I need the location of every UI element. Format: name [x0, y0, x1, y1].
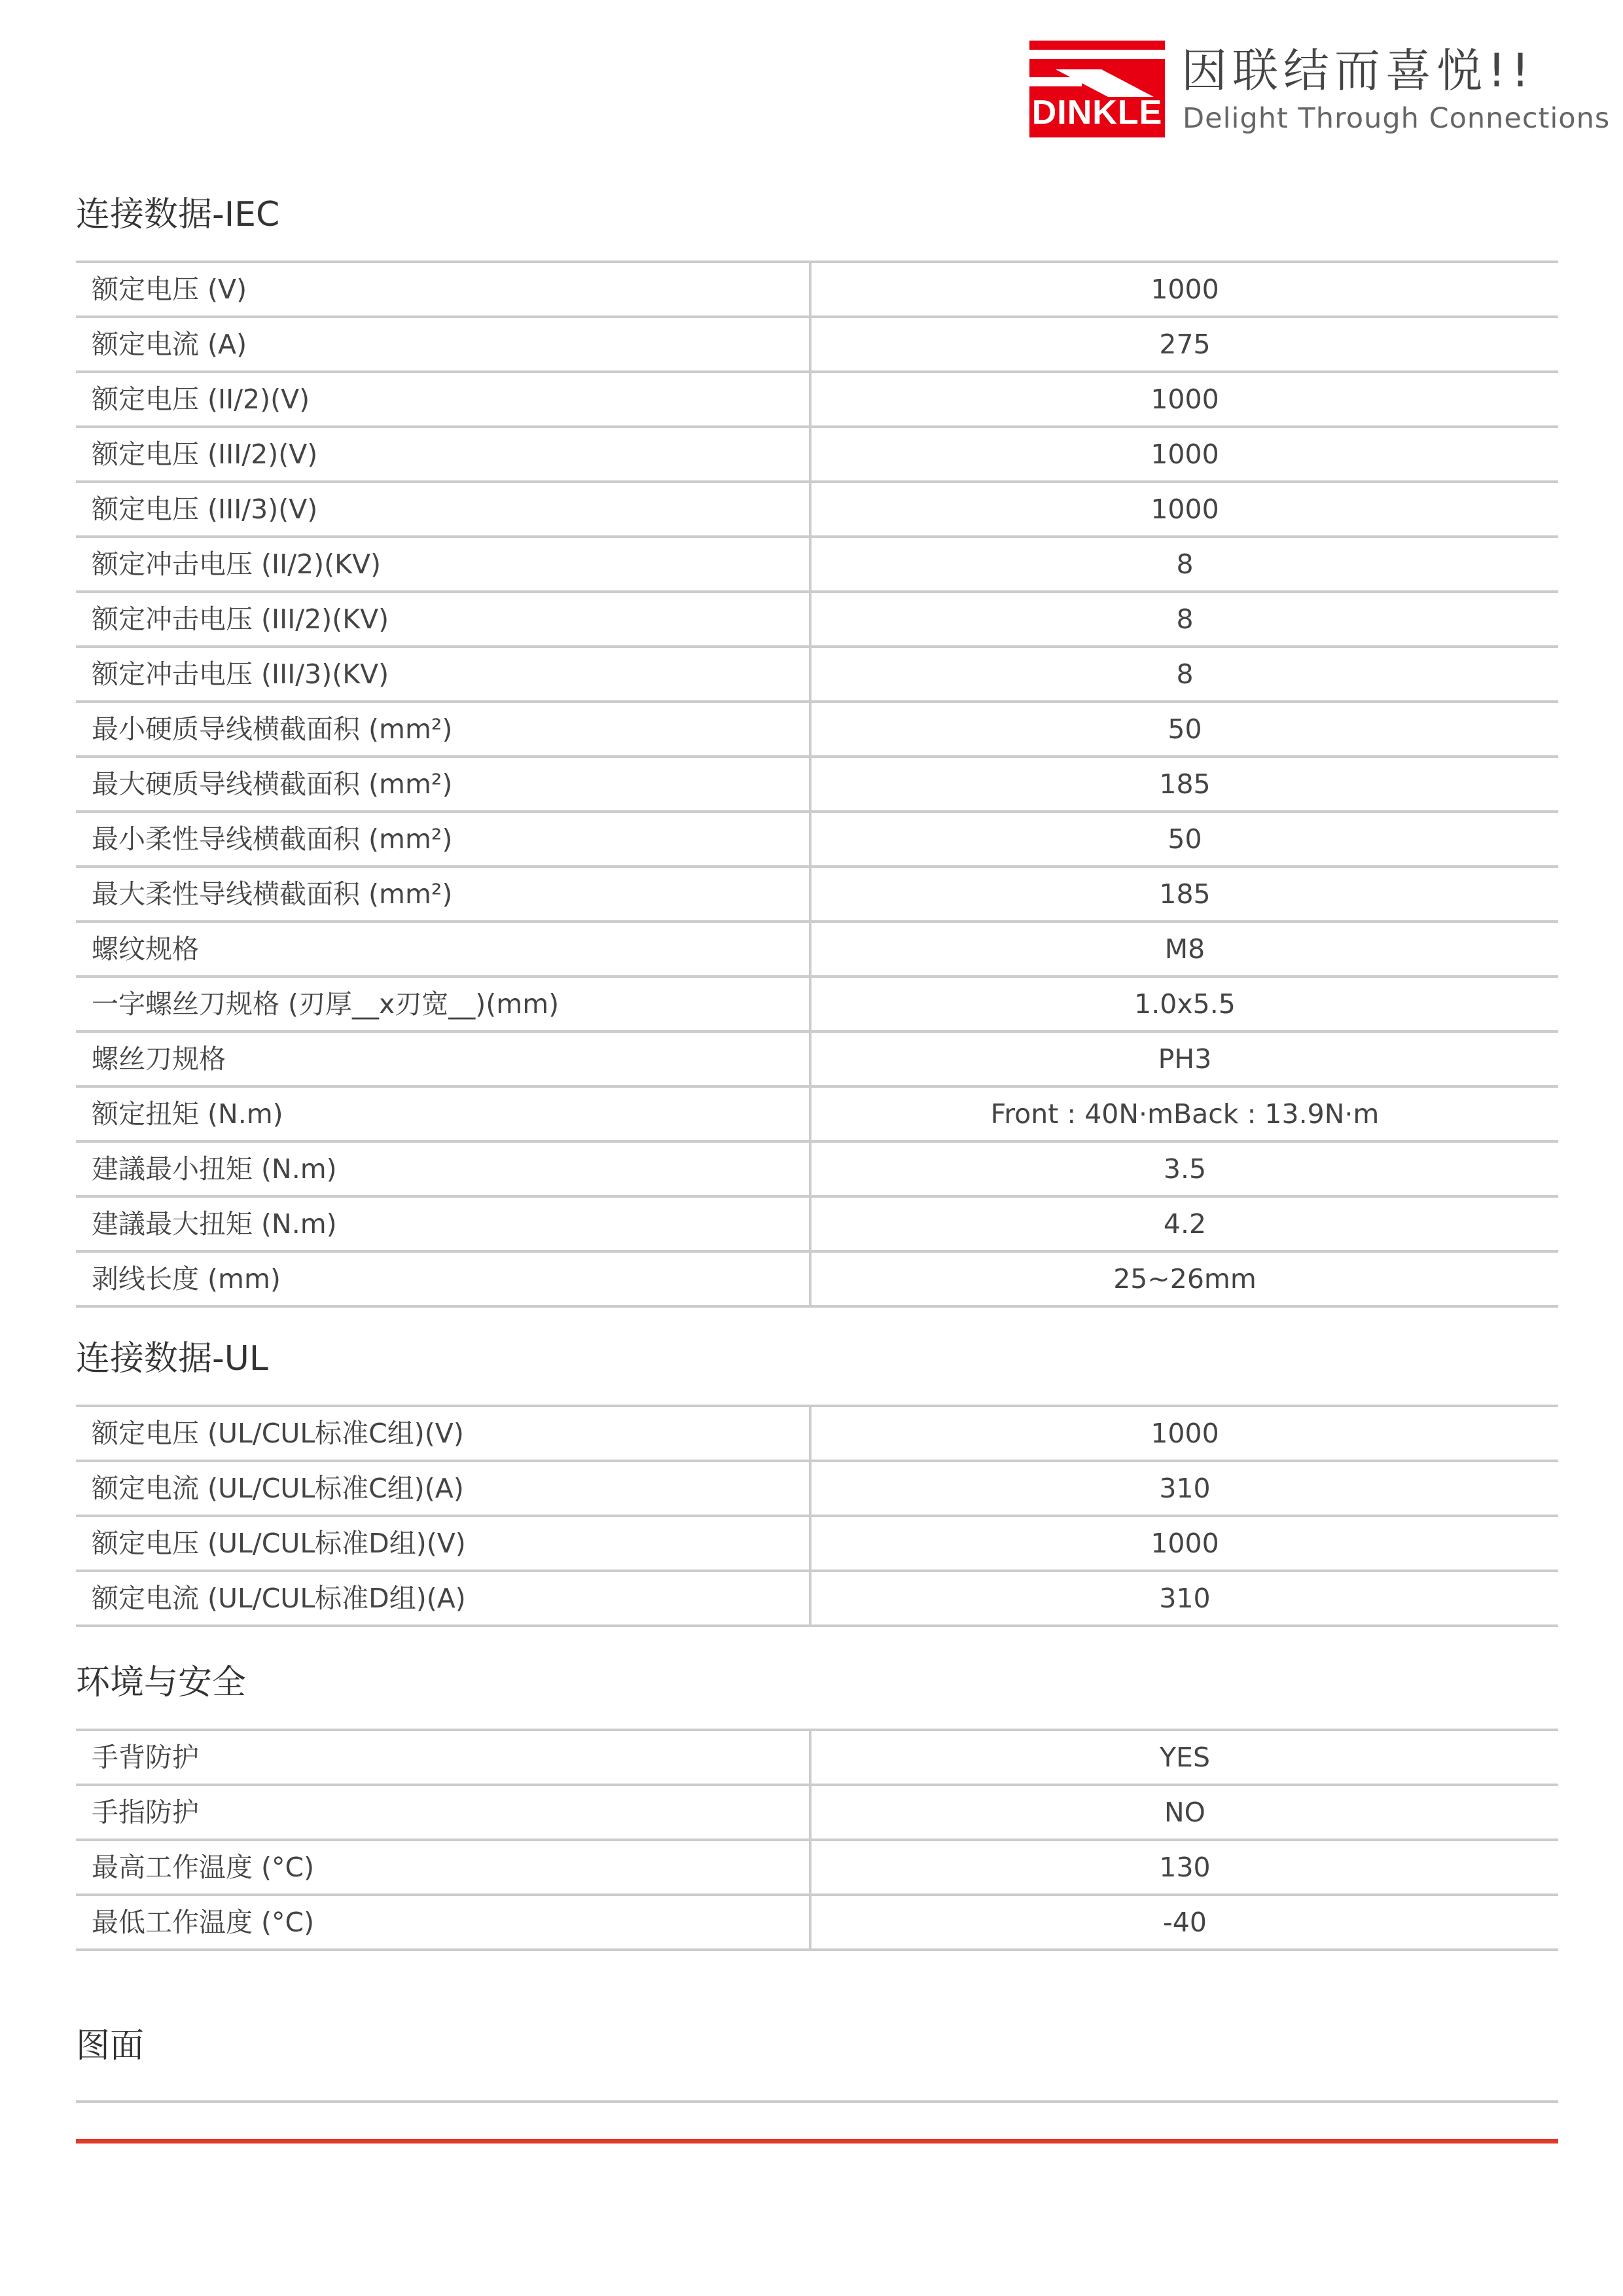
spec-label: 螺纹规格	[76, 923, 812, 975]
spec-label: 手指防护	[76, 1786, 812, 1839]
spec-label: 一字螺丝刀规格 (刃厚__x刃宽__)(mm)	[76, 978, 812, 1030]
table-row	[76, 868, 1558, 923]
spec-value: PH3	[1158, 1043, 1212, 1075]
table-row	[76, 1572, 1558, 1627]
section-title-drawing: 图面	[76, 2026, 145, 2066]
table-row	[76, 538, 1558, 593]
spec-value: 1000	[1150, 493, 1219, 525]
spec-label: 额定电压 (III/2)(V)	[76, 428, 812, 480]
table-row	[76, 428, 1558, 483]
spec-label: 最小柔性导线横截面积 (mm²)	[76, 813, 812, 865]
spec-label: 建議最大扭矩 (N.m)	[76, 1198, 812, 1250]
company-logo	[1029, 41, 1611, 145]
spec-value: M8	[1164, 933, 1205, 965]
table-row	[76, 318, 1558, 373]
spec-value: 185	[1159, 878, 1211, 910]
spec-value: 1.0x5.5	[1134, 988, 1236, 1020]
iec-spec-table	[76, 260, 1558, 1308]
spec-value: 25~26mm	[1113, 1263, 1257, 1295]
environment-spec-table	[76, 1729, 1558, 1951]
spec-value: 8	[1176, 658, 1194, 690]
table-row	[76, 1731, 1558, 1786]
table-row	[76, 1407, 1558, 1462]
table-row	[76, 483, 1558, 538]
table-row	[76, 648, 1558, 703]
spec-value: 1000	[1150, 1528, 1219, 1559]
table-row	[76, 813, 1558, 868]
spec-value: NO	[1164, 1797, 1205, 1828]
slogan-english: Delight Through Connections	[1183, 102, 1611, 135]
spec-label: 最低工作温度 (°C)	[76, 1896, 812, 1948]
spec-label: 最高工作温度 (°C)	[76, 1841, 812, 1893]
slogan-chinese: 因联结而喜悦!!	[1181, 44, 1535, 98]
spec-value: 4.2	[1163, 1208, 1207, 1240]
spec-value: 185	[1159, 768, 1211, 800]
section-title-iec: 连接数据-IEC	[76, 195, 280, 234]
spec-value: 3.5	[1163, 1153, 1207, 1185]
spec-label: 额定电压 (III/3)(V)	[76, 483, 812, 535]
drawing-section	[76, 2026, 1558, 2066]
table-row	[76, 1253, 1558, 1308]
spec-label: 最大硬质导线横截面积 (mm²)	[76, 758, 812, 810]
spec-label: 额定冲击电压 (III/2)(KV)	[76, 593, 812, 645]
dinkle-logo-mark	[1029, 41, 1165, 137]
table-row	[76, 373, 1558, 428]
section-title-environment: 环境与安全	[76, 1663, 247, 1702]
spec-label: 剥线长度 (mm)	[76, 1253, 812, 1305]
spec-value: -40	[1163, 1907, 1207, 1938]
spec-label: 建議最小扭矩 (N.m)	[76, 1143, 812, 1195]
spec-label: 额定电压 (UL/CUL标准C组)(V)	[76, 1407, 812, 1460]
table-row	[76, 978, 1558, 1033]
spec-value: 1000	[1150, 439, 1219, 470]
table-row	[76, 1896, 1558, 1951]
spec-label: 额定冲击电压 (II/2)(KV)	[76, 538, 812, 590]
spec-value: 310	[1159, 1583, 1211, 1614]
spec-label: 额定电压 (V)	[76, 263, 812, 315]
footer-red-rule	[76, 2139, 1558, 2144]
spec-value: 1000	[1150, 274, 1219, 305]
section-title-ul: 连接数据-UL	[76, 1339, 268, 1378]
spec-value: 275	[1159, 329, 1211, 360]
ul-spec-table	[76, 1405, 1558, 1627]
spec-value: 1000	[1150, 1418, 1219, 1449]
spec-value: 310	[1159, 1473, 1211, 1504]
spec-label: 额定电流 (UL/CUL标准C组)(A)	[76, 1462, 812, 1515]
drawing-divider	[76, 2100, 1558, 2103]
spec-label: 额定冲击电压 (III/3)(KV)	[76, 648, 812, 700]
spec-value: 1000	[1150, 384, 1219, 415]
spec-label: 额定电流 (UL/CUL标准D组)(A)	[76, 1572, 812, 1624]
spec-label: 额定扭矩 (N.m)	[76, 1088, 812, 1140]
spec-value: 50	[1168, 713, 1202, 745]
spec-value: 8	[1176, 548, 1194, 580]
table-row	[76, 1088, 1558, 1143]
spec-value: YES	[1160, 1742, 1210, 1773]
spec-label: 最大柔性导线横截面积 (mm²)	[76, 868, 812, 920]
table-row	[76, 923, 1558, 978]
table-row	[76, 1033, 1558, 1088]
spec-label: 额定电压 (II/2)(V)	[76, 373, 812, 425]
table-row	[76, 1462, 1558, 1517]
table-row	[76, 758, 1558, 813]
table-row	[76, 703, 1558, 758]
table-row	[76, 1786, 1558, 1841]
table-row	[76, 593, 1558, 648]
spec-value: 50	[1168, 823, 1202, 855]
spec-value: Front : 40N·mBack : 13.9N·m	[990, 1098, 1380, 1130]
table-row	[76, 1198, 1558, 1253]
table-row	[76, 263, 1558, 318]
iec-section	[76, 195, 1558, 1295]
ul-section	[76, 1339, 1558, 1614]
brand-name: DINKLE	[1031, 94, 1163, 132]
table-row	[76, 1143, 1558, 1198]
spec-value: 130	[1159, 1852, 1211, 1883]
spec-label: 手背防护	[76, 1731, 812, 1784]
spec-label: 额定电流 (A)	[76, 318, 812, 370]
spec-label: 最小硬质导线横截面积 (mm²)	[76, 703, 812, 755]
spec-label: 额定电压 (UL/CUL标准D组)(V)	[76, 1517, 812, 1570]
environment-section	[76, 1663, 1558, 1938]
table-row	[76, 1517, 1558, 1572]
spec-label: 螺丝刀规格	[76, 1033, 812, 1085]
spec-value: 8	[1176, 603, 1194, 635]
table-row	[76, 1841, 1558, 1896]
